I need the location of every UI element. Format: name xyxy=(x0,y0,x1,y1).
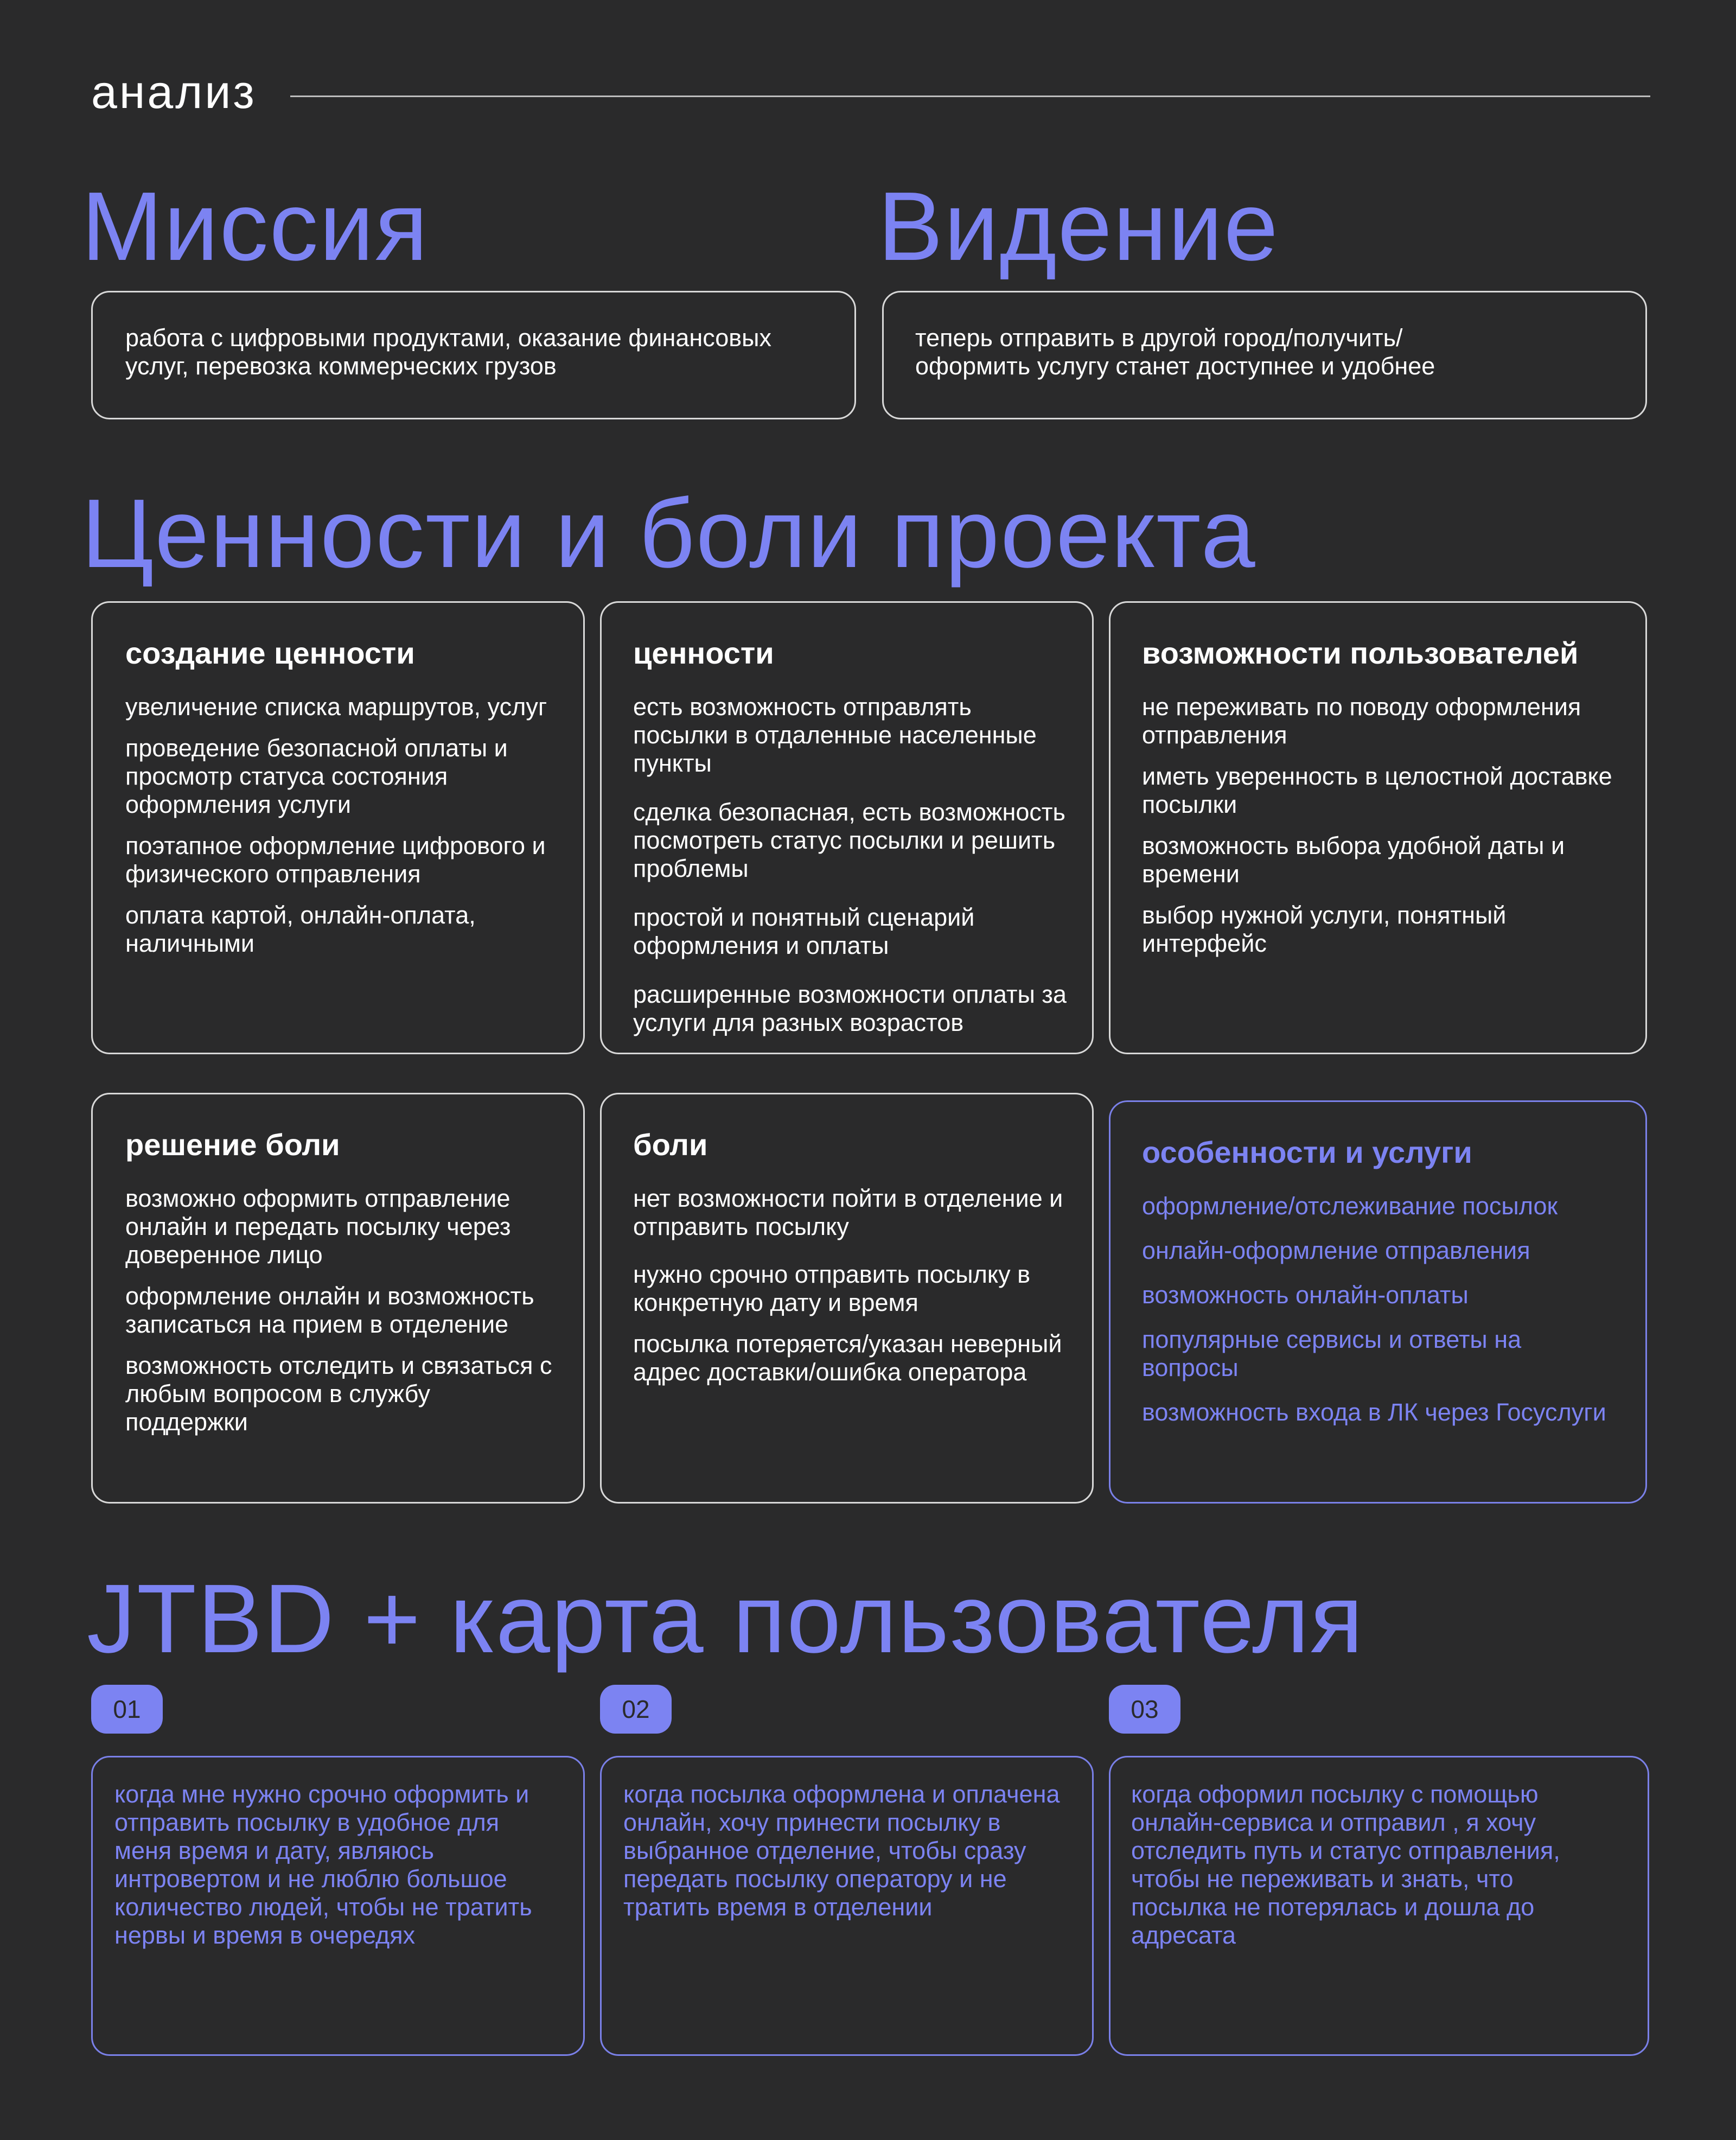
list-item: возможность входа в ЛК через Госуслуги xyxy=(1142,1398,1606,1426)
vision-text: теперь отправить в другой город/получить/ оформить услугу станет доступнее и удобнее xyxy=(915,324,1435,380)
value-creation-card xyxy=(91,601,585,1054)
vision-card xyxy=(882,291,1647,419)
list-item: выбор нужной услуги, понятный интерфейс xyxy=(1142,901,1507,957)
jtbd-text: когда посылка оформлена и оплачена онлайн, хочу принести посылку в выбранное отделение, чтобы сразу передать посылку оператору и не тратить время в отделении xyxy=(623,1780,1060,1921)
list-item: оплата картой, онлайн-оплата, наличными xyxy=(125,901,476,957)
list-item: есть возможность отправлять посылки в отдаленные населенные пункты xyxy=(633,693,1037,777)
list-item: популярные сервисы и ответы на вопросы xyxy=(1142,1326,1522,1381)
vision-title: Видение xyxy=(878,172,1279,281)
jtbd-text: когда мне нужно срочно оформить и отправить посылку в удобное для меня время и дату, являюсь интровертом и не люблю большое количество людей, чтобы не тратить нервы и время в очередях xyxy=(114,1780,532,1949)
jtbd-card xyxy=(1109,1756,1649,2056)
mission-text: работа с цифровыми продуктами, оказание финансовых услуг, перевозка коммерческих грузов xyxy=(125,324,771,380)
card-title: возможности пользователей xyxy=(1142,636,1579,670)
step-badge: 01 xyxy=(91,1685,163,1734)
jtbd-card xyxy=(91,1756,585,2056)
mission-card xyxy=(91,291,856,419)
list-item: поэтапное оформление цифрового и физического отправления xyxy=(125,832,546,888)
list-item: онлайн-оформление отправления xyxy=(1142,1237,1530,1264)
list-item: сделка безопасная, есть возможность посмотреть статус посылки и решить проблемы xyxy=(633,798,1065,882)
header-divider xyxy=(290,95,1650,97)
list-item: посылка потеряется/указан неверный адрес доставки/ошибка оператора xyxy=(633,1330,1062,1386)
list-item: иметь уверенность в целостной доставке посылки xyxy=(1142,762,1612,818)
card-title: решение боли xyxy=(125,1128,340,1162)
step-badge: 03 xyxy=(1109,1685,1180,1734)
section-label: анализ xyxy=(91,66,257,118)
list-item: оформление/отслеживание посылок xyxy=(1142,1192,1558,1220)
list-item: проведение безопасной оплаты и просмотр статуса состояния оформления услуги xyxy=(125,734,508,818)
card-title: создание ценности xyxy=(125,636,415,670)
list-item: увеличение списка маршрутов, услуг xyxy=(125,693,547,721)
list-item: возможность онлайн-оплаты xyxy=(1142,1281,1469,1309)
list-item: возможность выбора удобной даты и времени xyxy=(1142,832,1565,888)
user-opportunities-card xyxy=(1109,601,1647,1054)
step-badge: 02 xyxy=(600,1685,672,1734)
features-services-card xyxy=(1109,1100,1647,1504)
pains-card xyxy=(600,1093,1094,1504)
list-item: не переживать по поводу оформления отправления xyxy=(1142,693,1581,749)
card-title: боли xyxy=(633,1128,708,1162)
values-card xyxy=(600,601,1094,1054)
card-title: ценности xyxy=(633,636,774,670)
list-item: нет возможности пойти в отделение и отправить посылку xyxy=(633,1184,1063,1240)
list-item: расширенные возможности оплаты за услуги для разных возрастов xyxy=(633,980,1067,1036)
list-item: возможно оформить отправление онлайн и передать посылку через доверенное лицо xyxy=(125,1184,511,1269)
list-item: простой и понятный сценарий оформления и оплаты xyxy=(633,903,975,959)
list-item: нужно срочно отправить посылку в конкретную дату и время xyxy=(633,1260,1030,1316)
pain-solution-card xyxy=(91,1093,585,1504)
jtbd-section-title: JTBD + карта пользователя xyxy=(87,1564,1364,1673)
card-title: особенности и услуги xyxy=(1142,1135,1472,1169)
list-item: возможность отследить и связаться с любым вопросом в службу поддержки xyxy=(125,1352,552,1436)
list-item: оформление онлайн и возможность записаться на прием в отделение xyxy=(125,1282,534,1338)
mission-title: Миссия xyxy=(81,172,429,281)
jtbd-text: когда оформил посылку с помощью онлайн-сервиса и отправил , я хочу отследить путь и статус отправления, чтобы не переживать и знать, что посылка не потерялась и дошла до адресата xyxy=(1131,1780,1560,1949)
values-section-title: Ценности и боли проекта xyxy=(81,479,1256,588)
jtbd-card xyxy=(600,1756,1094,2056)
